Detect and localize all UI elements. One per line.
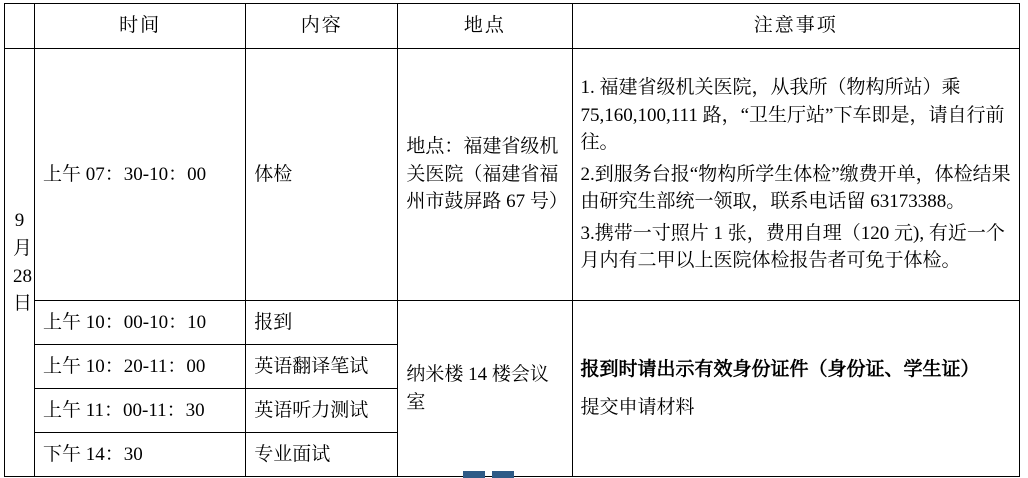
date-cell xyxy=(5,49,35,477)
table-body xyxy=(5,49,1020,477)
cell-time-interview: 下午 14：30 xyxy=(35,433,246,477)
cell-time-registration: 上午 10：00-10：10 xyxy=(35,301,246,345)
date-part-day-char: 日 xyxy=(13,293,33,315)
schedule-table xyxy=(4,3,1020,477)
table-header xyxy=(5,4,1020,49)
date-part-day: 28 xyxy=(13,265,32,287)
date-part-month-char: 月 xyxy=(13,237,33,259)
cell-time-physical-exam: 上午 07：30-10：00 xyxy=(35,49,246,301)
note-line-3: 3.携带一寸照片 1 张，费用自理（120 元), 有近一个月内有二甲以上医院体检报告者可免于体检。 xyxy=(580,222,1005,272)
note-line-2: 2.到服务台报“物构所学生体检”缴费开单，体检结果由研究生部统一领取，联系电话留 63173388。 xyxy=(580,163,1011,213)
table-row xyxy=(5,49,1020,301)
cell-content-written-test: 英语翻译笔试 xyxy=(246,345,398,389)
header-cell-place: 地点 xyxy=(398,4,572,49)
cell-content-registration: 报到 xyxy=(246,301,398,345)
note-line-id-required: 报到时请出示有效身份证件（身份证、学生证） xyxy=(580,358,980,380)
page-bottom-marks xyxy=(0,470,1028,478)
date-part-day-number: 9 xyxy=(14,210,25,232)
cell-place-physical-exam: 地点：福建省级机关医院（福建省福州市鼓屏路 67 号） xyxy=(398,49,572,301)
cell-time-listening-test: 上午 11：00-11：30 xyxy=(35,389,246,433)
table-row xyxy=(5,301,1020,345)
header-cell-date xyxy=(5,4,35,49)
header-cell-notes: 注意事项 xyxy=(572,4,1019,49)
table-header-row xyxy=(5,4,1020,49)
note-line-1: 1. 福建省级机关医院，从我所（物构所站）乘 75,160,100,111 路，“卫生厅站”下车即是，请自行前往。 xyxy=(580,77,1005,154)
header-cell-time: 时间 xyxy=(35,4,246,49)
header-cell-content: 内容 xyxy=(246,4,398,49)
note-line-materials: 提交申请材料 xyxy=(580,396,695,418)
cell-content-interview: 专业面试 xyxy=(246,433,398,477)
cell-notes-physical-exam xyxy=(572,49,1019,301)
document-page xyxy=(0,3,1028,478)
cell-time-written-test: 上午 10：20-11：00 xyxy=(35,345,246,389)
cell-content-physical-exam: 体检 xyxy=(246,49,398,301)
cell-place-nano-building: 纳米楼 14 楼会议室 xyxy=(398,301,572,477)
cell-content-listening-test: 英语听力测试 xyxy=(246,389,398,433)
cell-notes-registration xyxy=(572,301,1019,477)
